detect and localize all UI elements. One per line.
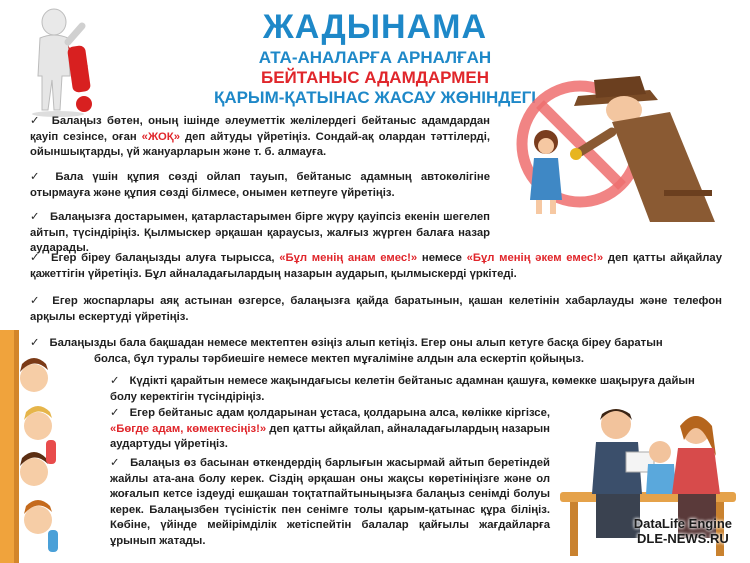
subtitle-line-1: АТА-АНАЛАРҒА АРНАЛҒАН <box>258 48 492 67</box>
watermark: DataLife Engine DLE-NEWS.RU <box>633 516 732 546</box>
check-icon: ✓ <box>110 375 120 387</box>
check-icon: ✓ <box>110 457 121 469</box>
check-icon: ✓ <box>110 407 120 419</box>
stranger-danger-illustration <box>500 72 742 224</box>
tip-paragraph-1: ✓ Балаңыз бөтен, оның ішінде әлеуметтік желілердегі бейтаныс адамдардан қауіп сезінсе, оған «ЖОҚ» деп айтуды үйретіңіз. Сондай-ақ олардан тәттілерді, ойыншықтарды, үй жануарларын және т. б. алмауға. <box>30 115 490 158</box>
tip-paragraph-5: ✓ Егер жоспарлары аяқ астынан өзгерсе, балаңызға қайда баратынын, қашан келетінін хабарлауды және телефон арқылы ескертуді үйретіңіз. <box>30 295 722 323</box>
subtitle-line-2: БЕЙТАНЫС АДАМДАРМЕН <box>260 68 490 87</box>
check-icon: ✓ <box>30 211 40 223</box>
check-icon: ✓ <box>30 115 42 127</box>
tip-paragraph-8: ✓ Егер бейтаныс адам қолдарынан ұстаса, қолдарына алса, көлікке кіргізсе, «Бөгде адам, көмектесіңіз!» деп қатты айқайлап, айналадағылардың назарын аудартуды үйретіңіз. <box>110 407 551 450</box>
tip-paragraph-3: ✓ Балаңызға достарымен, қатарластарымен бірге жүру қауіпсіз екенін шегелеп айтып, түсіндіріңіз. Қылмыскер әрқашан қараусыз, жалғыз жүрген балаға назар аударады. <box>30 211 490 254</box>
tip-paragraph-4: ✓ Егер біреу балаңызды алуға тырысса, «Бұл менің анам емес!» немесе «Бұл менің әкем емес!» деп қатты айқайлау қажеттігін үйретіңіз. Бұл айналадағылардың назарын аударып, қылмыскерді үркітеді. <box>30 252 723 280</box>
check-icon: ✓ <box>30 337 40 349</box>
tip-paragraph-9: ✓ Балаңыз өз басынан өткендердің барлығын жасырмай айтып беретіндей жайлы ата-ана болу керек. Сіздің әрқашан оны жақсы көретініңізге және ол жоғалып кетсе іздеуді ешқашан тоқтатпайтыныңызға балаңыз сенімді болуы керек. Балаңызбен түсіністік пен сенімге толы қарым-қатынас құра біліңіз. Көбіне, үйінде мейірімділік жетіспейтін балалар қайғылы жағдайларға ұрынып жатады. <box>110 457 550 547</box>
check-icon: ✓ <box>30 295 43 307</box>
check-icon: ✓ <box>30 171 46 183</box>
tip-paragraph-7: ✓ Күдікті қарайтын немесе жақындағысы келетін бейтаныс адамнан қашуға, көмекке шақыруға дайын болу керектігін түсіндіріңіз. <box>110 375 695 403</box>
check-icon: ✓ <box>30 252 41 264</box>
tip-paragraph-2: ✓ Бала үшін құпия сөзді ойлап тауып, бейтаныс адамның автокөлігіне отырмауға және құпия сөзді білмесе, онымен кетпеуге үйретіңіз. <box>30 171 490 199</box>
tip-paragraph-6: ✓ Балаңызды бала бақшадан немесе мектептен өзіңіз алып кетіңіз. Егер оны алып кетуге басқа біреу баратын болса, бұл туралы тәрбиешіге немесе мектеп мұғаліміне алдын ала ескертіп қойыңыз. <box>30 337 663 365</box>
exclamation-figure-illustration <box>18 6 100 118</box>
page-title: ЖАДЫНАМА <box>262 8 488 46</box>
subtitle-line-3: ҚАРЫМ-ҚАТЫНАС ЖАСАУ ЖӨНІНДЕГІ <box>213 88 537 107</box>
